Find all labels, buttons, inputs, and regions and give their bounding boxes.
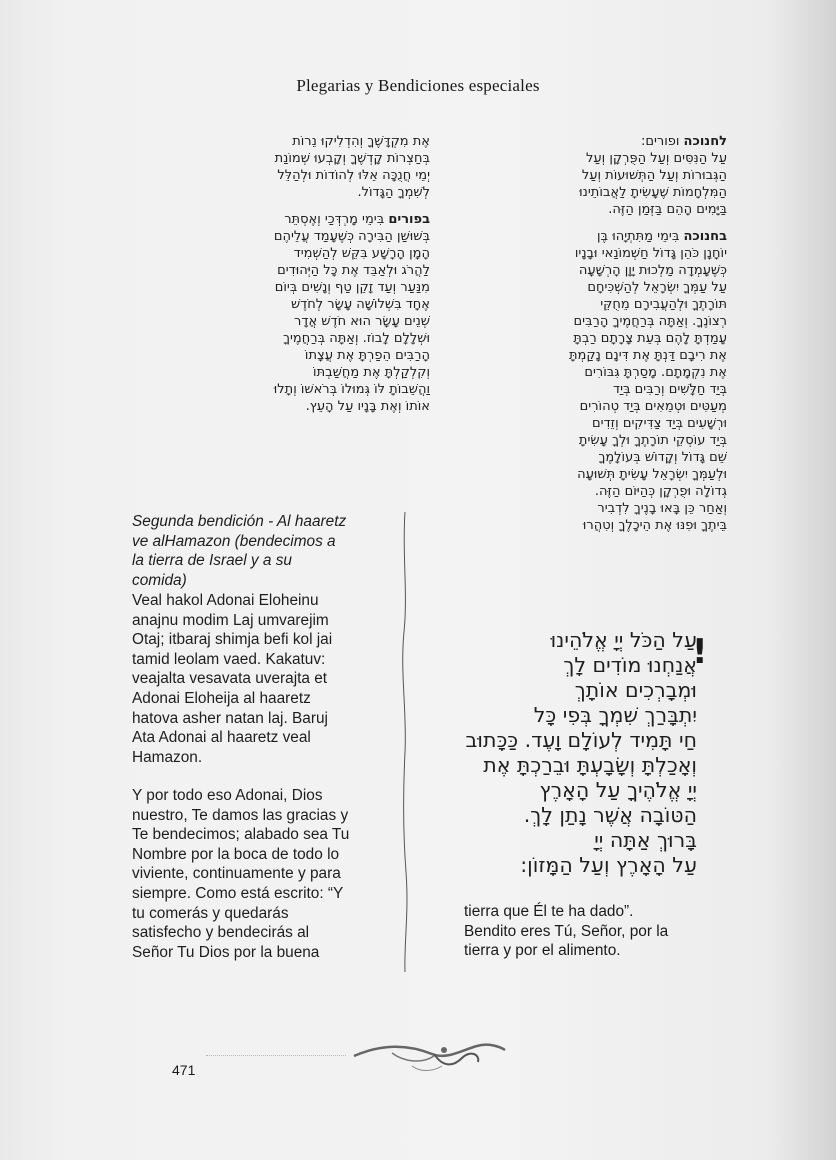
hebrew-line: בַּיָּמִים הָהֵם בַּזְּמַן הַזֶּה. [608, 202, 727, 217]
translation-line: Bendito eres Tú, Señor, por la [464, 922, 669, 940]
transliteration-line: Hamazon. [132, 748, 203, 766]
translation-line: satisfecho y bendecirás al [132, 924, 310, 942]
hebrew-blessing [455, 628, 697, 878]
bracket-marker-icon: ! [692, 632, 708, 672]
translation-line: siempre. Como está escrito: “Y [132, 884, 344, 902]
translation-line: Y por todo eso Adonai, Dios [132, 787, 323, 804]
hebrew-line: עַל הַנִּסִּים וְעַל הַפֻּרְקָן וְעַל [586, 151, 727, 166]
transliteration-line: anajnu modim Laj umvarejim [132, 611, 329, 629]
hebrew-line: וְקִלְקַלְתָּ אֶת מַחֲשַׁבְתּוֹ [313, 365, 430, 380]
hebrew-line: בחנוכה בִּימֵי מַתִּתְיָהוּ בֶּן [597, 229, 727, 244]
translation-continuation [464, 902, 704, 961]
paragraph-gap [140, 201, 430, 211]
hebrew-line: לַהֲרֹג וּלְאַבֵּד אֶת כָּל הַיְּהוּדִים [277, 263, 430, 278]
transliteration-line: Veal hakol Adonai Eloheinu [132, 592, 319, 609]
translation-line: Te bendecimos; alabado sea Tu [132, 826, 350, 844]
hebrew-line: אֶחָד בִּשְׁלוֹשָׁה עָשָׂר לְחֹדֶשׁ [290, 297, 430, 312]
hebrew-line: וּלְעַמְּךָ יִשְׂרָאֵל עָשִׂיתָ תְּשׁוּעָה [577, 467, 727, 482]
blessing-line: עַל הָאָרֶץ וְעַל הַמָּזוֹן: [520, 853, 697, 877]
hebrew-line: הָמָן הָרָשָׁע בִּקֵּשׁ לְהַשְׁמִיד [293, 246, 430, 261]
blessing-line: הַטּוֹבָה אֲשֶׁר נָתַן לָךְ. [523, 803, 697, 827]
transliteration-line: hatova asher natan laj. Baruj [132, 709, 328, 727]
transliteration-line: Ata Adonai al haaretz veal [132, 729, 311, 747]
hebrew-line: גְדוֹלָה וּפֻרְקָן כְּהַיּוֹם הַזֶּה. [594, 484, 727, 499]
hebrew-line: בְּשׁוּשַׁן הַבִּירָה כְּשֶׁעָמַד עֲלֵיהֶם [273, 229, 430, 244]
hebrew-line: וְאַחַר כֵּן בָּאוּ בָנֶיךָ לִדְבִיר [597, 501, 727, 516]
hebrew-column-right [445, 133, 727, 534]
blessing-line: יְיָ אֱלֹהֶיךָ עַל הָאָרֶץ [539, 778, 697, 802]
hebrew-line: מִנַּעַר וְעַד זָקֵן טַף וְנָשִׁים בְּיוֹם [274, 280, 430, 295]
hebrew-line: וּרְשָׁעִים בְּיַד צַדִּיקִים וְזֵדִים [592, 416, 727, 431]
translation-line: tu comerás y quedarás [132, 904, 289, 922]
blessing-intro [132, 512, 380, 590]
blessing-line: עַל הַכֹּל יְיָ אֱלֹהֵינוּ [550, 628, 697, 652]
page-number: 471 [172, 1062, 196, 1078]
page-header-title: Plegarias y Bendiciones especiales [296, 76, 540, 95]
hebrew-line: כְּשֶׁעָמְדָה מַלְכוּת יָוָן הָרְשָׁעָה [578, 263, 727, 278]
blessing-line: חַי תָּמִיד לְעוֹלָם וָעֶד. כַּכָּתוּב [465, 728, 697, 752]
hebrew-line: אוֹתוֹ וְאֶת בָּנָיו עַל הָעֵץ. [305, 399, 430, 414]
translation-line: viviente, continuamente y para [132, 865, 341, 883]
footer-rule [206, 1055, 346, 1056]
hebrew-line: בֵּיתֶךָ וּפִנּוּ אֶת הֵיכָלֶךָ וְטִהֲרוּ [582, 518, 727, 533]
hebrew-line: שְׁנֵים עָשָׂר הוּא חֹדֶשׁ אֲדָר [294, 314, 430, 329]
intro-line: ve alHamazon (bendecimos a [132, 532, 336, 550]
translation-line: Señor Tu Dios por la buena [132, 943, 320, 961]
transliteration-line: tamid leolam vaed. Kakatuv: [132, 650, 326, 668]
blessing-line: אֲנַחְנוּ מוֹדִים לָךְ [563, 653, 697, 677]
transliteration-line: veajalta vesavata uverajta et [132, 670, 328, 688]
hebrew-line: וַהֲשֵׁבוֹתָ לּוֹ גְּמוּלוֹ בְּרֹאשׁוֹ וְתָלוּ [273, 382, 430, 397]
ornament-icon [352, 1036, 507, 1074]
hebrew-line: אֶת רִיבָם דַּנְתָּ אֶת דִּינָם נָקַמְתָּ [569, 348, 727, 363]
paragraph-gap [445, 218, 727, 228]
intro-line: comida) [132, 571, 187, 589]
translation-line: Nombre por la boca de todo lo [132, 845, 340, 863]
blessing-line: וּמְבָרְכִים אוֹתָךְ [574, 678, 697, 702]
hebrew-line: בפורים בִּימֵי מָרְדְּכַי וְאֶסְתֵּר [284, 212, 430, 227]
hebrew-line: עַל עַמְּךָ יִשְׂרָאֵל לְהַשְׁכִּיחָם [587, 280, 727, 295]
intro-line: Segunda bendición - Al haaretz [132, 513, 347, 530]
hebrew-line: בְּיַד חַלָּשִׁים וְרַבִּים בְּיַד [613, 382, 727, 397]
intro-line: la tierra de Israel y a su [132, 552, 292, 570]
hebrew-line: רְצוֹנֶךָ. וְאַתָּה בְּרַחֲמֶיךָ הָרַבִּים [573, 314, 727, 329]
hebrew-line: לְשִׁמְךָ הַגָּדוֹל. [357, 185, 430, 200]
transliteration-line: Adonai Eloheija al haaretz [132, 689, 311, 707]
hebrew-line: תּוֹרָתֶךָ וּלְהַעֲבִירָם מֵחֻקֵּי [600, 297, 727, 312]
blessing-line: בָּרוּךְ אַתָּה יְיָ [594, 828, 697, 852]
translation-line: tierra y por el alimento. [464, 942, 621, 960]
translation-text [132, 786, 380, 962]
hebrew-line: לחנוכה ופורים: [640, 134, 727, 149]
translation-line: tierra que Él te ha dado”. [464, 903, 634, 920]
hebrew-line: בְּחַצְרוֹת קָדְשֶׁךָ וְקָבְעוּ שְׁמוֹנַת [274, 151, 430, 166]
hebrew-line: יוֹחָנָן כֹּהֵן גָּדוֹל חַשְׁמוֹנַאי וּבָנָיו [574, 246, 727, 261]
hebrew-line: עָמַדְתָּ לָהֶם בְּעֵת צָרָתָם רַבְתָּ [573, 331, 727, 346]
transliteration-text [132, 591, 380, 767]
column-divider [400, 512, 410, 972]
transliteration-line: Otaj; itbaraj shimja befi kol jai [132, 631, 333, 649]
translation-line: nuestro, Te damos las gracias y [132, 806, 349, 824]
hebrew-line: מְעַטִּים וּטְמֵאִים בְּיַד טְהוֹרִים [579, 399, 727, 414]
hebrew-line: בְּיַד עוֹסְקֵי תוֹרָתֶךָ וּלְךָ עָשִׂיתָ [578, 433, 727, 448]
hebrew-line: וּשְׁלָלָם לָבוֹז. וְאַתָּה בְּרַחֲמֶיךָ [283, 331, 430, 346]
hebrew-line: יְמֵי חֲנֻכָּה אֵלּוּ לְהוֹדוֹת וּלְהַלֵּל [277, 168, 430, 183]
hebrew-line: הַמִּלְחָמוֹת שֶׁעָשִׂיתָ לַאֲבוֹתֵינוּ [579, 185, 727, 200]
hebrew-line: אֶת נִקְמָתָם. מָסַרְתָּ גִּבּוֹרִים [584, 365, 727, 380]
hebrew-line: שֵׁם גָּדוֹל וְקָדוֹשׁ בְּעוֹלָמֶךָ [598, 450, 727, 465]
hebrew-column-left [140, 133, 430, 415]
blessing-line: יִתְבָּרַךְ שִׁמְךָ בְּפִי כָּל [533, 703, 697, 727]
blessing-line: וְאָכַלְתָּ וְשָׂבָעְתָּ וּבֵרַכְתָּ אֶת [483, 753, 697, 777]
hebrew-line: הָרַבִּים הֵפַרְתָּ אֶת עֲצָתוֹ [304, 348, 430, 363]
hebrew-line: אֶת מִקְדָּשֶׁךָ וְהִדְלִיקוּ נֵרוֹת [292, 134, 430, 149]
hebrew-line: הַגְּבוּרוֹת וְעַל הַתְּשׁוּעוֹת וְעַל [581, 168, 727, 183]
